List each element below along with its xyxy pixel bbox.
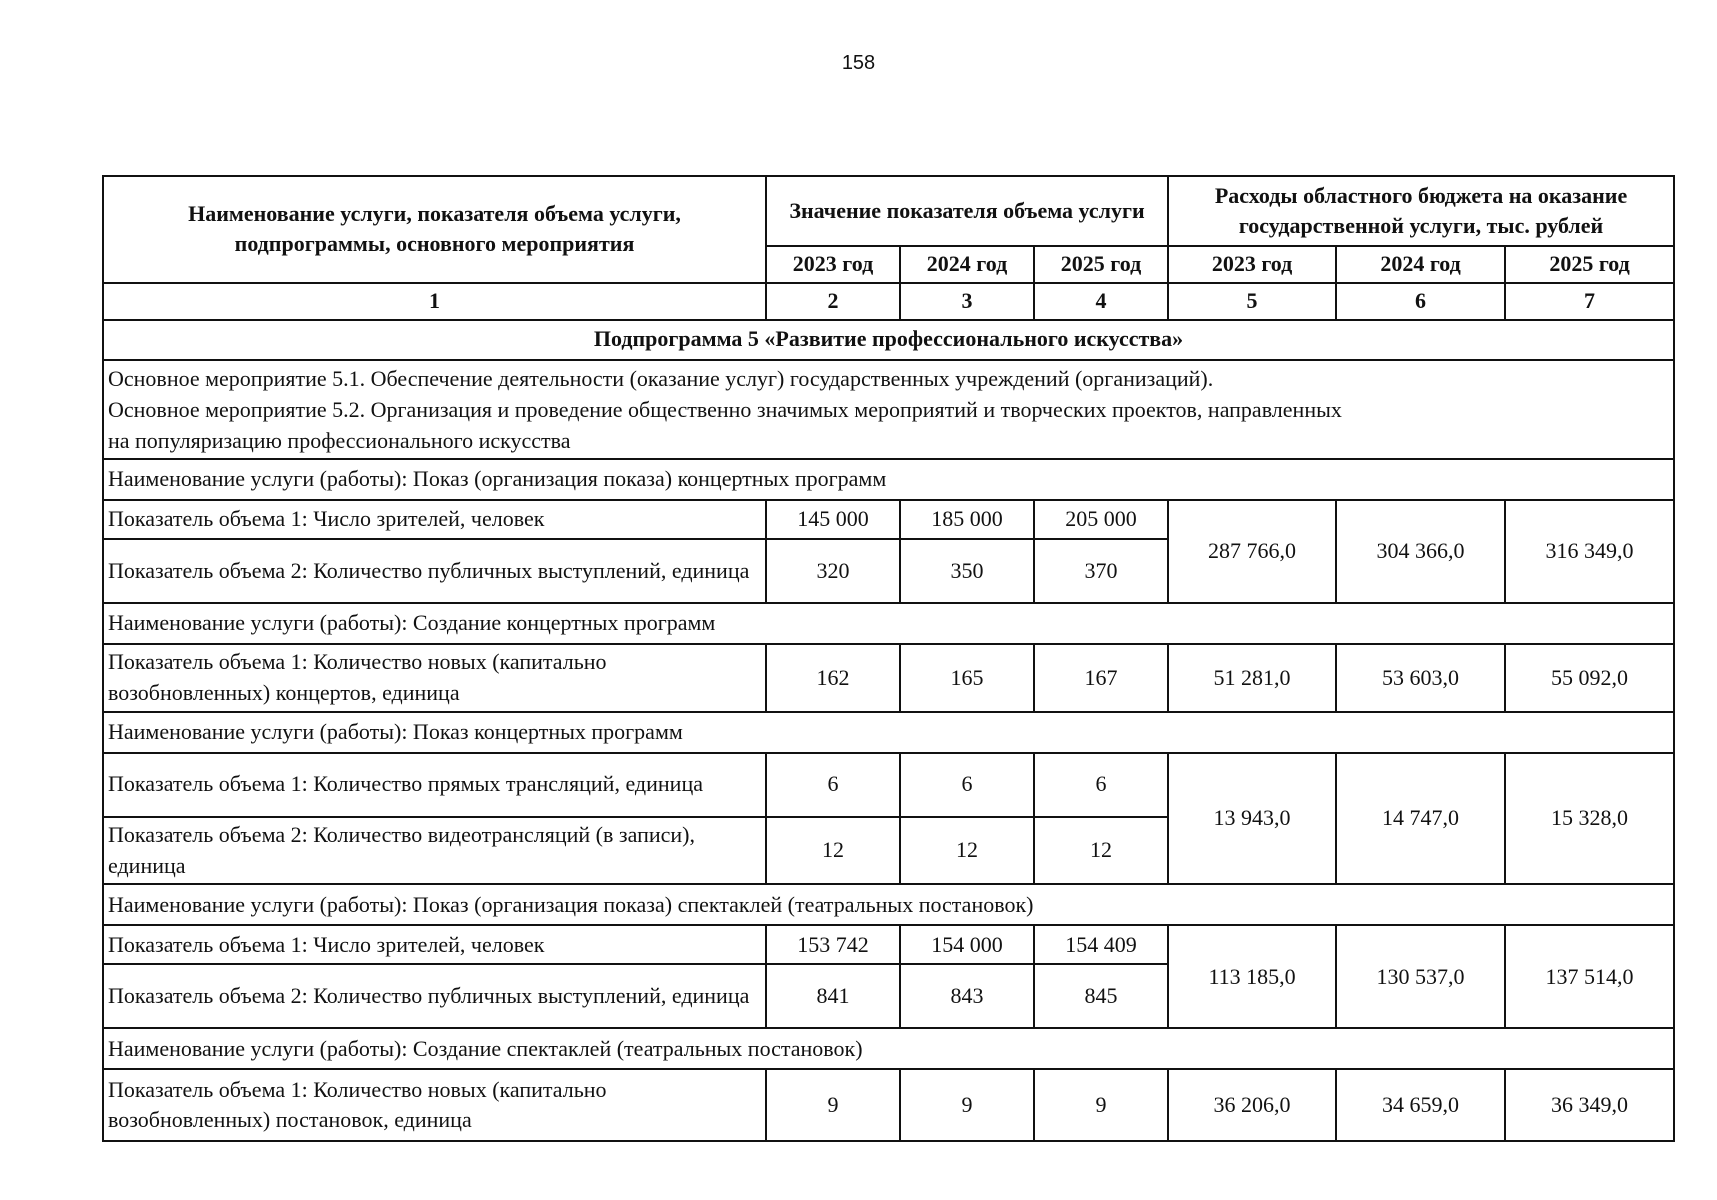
- service-name: Наименование услуги (работы): Создание концертных программ: [103, 603, 1674, 644]
- indicator-label: Показатель объема 1: Количество новых (капитально возобновленных) постановок, единица: [103, 1069, 766, 1141]
- volume-value: 6: [1034, 753, 1168, 817]
- volume-value: 845: [1034, 964, 1168, 1028]
- expense-value: 15 328,0: [1505, 753, 1674, 885]
- header-service-name: Наименование услуги, показателя объема услуги, подпрограммы, основного мероприятия: [103, 176, 766, 283]
- expense-value: 36 349,0: [1505, 1069, 1674, 1141]
- service-name: Наименование услуги (работы): Показ концертных программ: [103, 712, 1674, 753]
- main-activities: [103, 360, 1674, 460]
- column-number: 4: [1034, 283, 1168, 320]
- volume-value: 154 000: [900, 925, 1034, 964]
- indicator-label: Показатель объема 2: Количество публичных выступлений, единица: [103, 964, 766, 1028]
- table-row: [103, 1069, 1674, 1141]
- volume-value: 6: [900, 753, 1034, 817]
- expense-value: 137 514,0: [1505, 925, 1674, 1028]
- column-number: 5: [1168, 283, 1336, 320]
- volume-value: 165: [900, 644, 1034, 712]
- header-year: 2023 год: [766, 246, 900, 283]
- volume-value: 843: [900, 964, 1034, 1028]
- expense-value: 55 092,0: [1505, 644, 1674, 712]
- column-number: 6: [1336, 283, 1505, 320]
- indicator-label: Показатель объема 1: Количество новых (капитально возобновленных) концертов, единица: [103, 644, 766, 712]
- budget-table: [102, 175, 1675, 1142]
- volume-value: 370: [1034, 539, 1168, 603]
- table-row: [103, 925, 1674, 964]
- expense-value: 13 943,0: [1168, 753, 1336, 885]
- header-budget-expenses: Расходы областного бюджета на оказание государственной услуги, тыс. рублей: [1168, 176, 1674, 246]
- volume-value: 9: [1034, 1069, 1168, 1141]
- indicator-label: Показатель объема 2: Количество публичных выступлений, единица: [103, 539, 766, 603]
- volume-value: 841: [766, 964, 900, 1028]
- volume-value: 145 000: [766, 500, 900, 539]
- volume-value: 12: [900, 817, 1034, 885]
- header-year: 2025 год: [1034, 246, 1168, 283]
- expense-value: 287 766,0: [1168, 500, 1336, 603]
- service-name: Наименование услуги (работы): Показ (организация показа) спектаклей (театральных постановок): [103, 884, 1674, 925]
- column-number: 2: [766, 283, 900, 320]
- header-year: 2023 год: [1168, 246, 1336, 283]
- table-row: [103, 500, 1674, 539]
- activity-line: на популяризацию профессионального искусства: [108, 428, 571, 454]
- activity-line: Основное мероприятие 5.2. Организация и проведение общественно значимых мероприятий и творческих проектов, направленных: [108, 396, 1342, 422]
- volume-value: 350: [900, 539, 1034, 603]
- volume-value: 153 742: [766, 925, 900, 964]
- volume-value: 12: [766, 817, 900, 885]
- column-number: 7: [1505, 283, 1674, 320]
- volume-value: 185 000: [900, 500, 1034, 539]
- expense-value: 316 349,0: [1505, 500, 1674, 603]
- expense-value: 304 366,0: [1336, 500, 1505, 603]
- service-name: Наименование услуги (работы): Показ (организация показа) концертных программ: [103, 459, 1674, 500]
- indicator-label: Показатель объема 2: Количество видеотрансляций (в записи), единица: [103, 817, 766, 885]
- header-volume-values: Значение показателя объема услуги: [766, 176, 1168, 246]
- page-number: 158: [841, 52, 876, 74]
- expense-value: 36 206,0: [1168, 1069, 1336, 1141]
- table-row: [103, 644, 1674, 712]
- volume-value: 6: [766, 753, 900, 817]
- header-year: 2024 год: [1336, 246, 1505, 283]
- expense-value: 113 185,0: [1168, 925, 1336, 1028]
- subprogram-title: Подпрограмма 5 «Развитие профессионального искусства»: [103, 320, 1674, 360]
- volume-value: 12: [1034, 817, 1168, 885]
- volume-value: 9: [900, 1069, 1034, 1141]
- header-year: 2025 год: [1505, 246, 1674, 283]
- volume-value: 205 000: [1034, 500, 1168, 539]
- expense-value: 130 537,0: [1336, 925, 1505, 1028]
- volume-value: 162: [766, 644, 900, 712]
- volume-value: 154 409: [1034, 925, 1168, 964]
- column-number: 3: [900, 283, 1034, 320]
- expense-value: 34 659,0: [1336, 1069, 1505, 1141]
- header-year: 2024 год: [900, 246, 1034, 283]
- indicator-label: Показатель объема 1: Число зрителей, человек: [103, 925, 766, 964]
- service-name: Наименование услуги (работы): Создание спектаклей (театральных постановок): [103, 1028, 1674, 1069]
- volume-value: 167: [1034, 644, 1168, 712]
- volume-value: 9: [766, 1069, 900, 1141]
- expense-value: 14 747,0: [1336, 753, 1505, 885]
- indicator-label: Показатель объема 1: Число зрителей, человек: [103, 500, 766, 539]
- expense-value: 51 281,0: [1168, 644, 1336, 712]
- indicator-label: Показатель объема 1: Количество прямых трансляций, единица: [103, 753, 766, 817]
- table-row: [103, 753, 1674, 817]
- expense-value: 53 603,0: [1336, 644, 1505, 712]
- volume-value: 320: [766, 539, 900, 603]
- column-number-row: [103, 283, 1674, 320]
- column-number: 1: [103, 283, 766, 320]
- activity-line: Основное мероприятие 5.1. Обеспечение деятельности (оказание услуг) государственных учреждений (организаций).: [108, 365, 1214, 391]
